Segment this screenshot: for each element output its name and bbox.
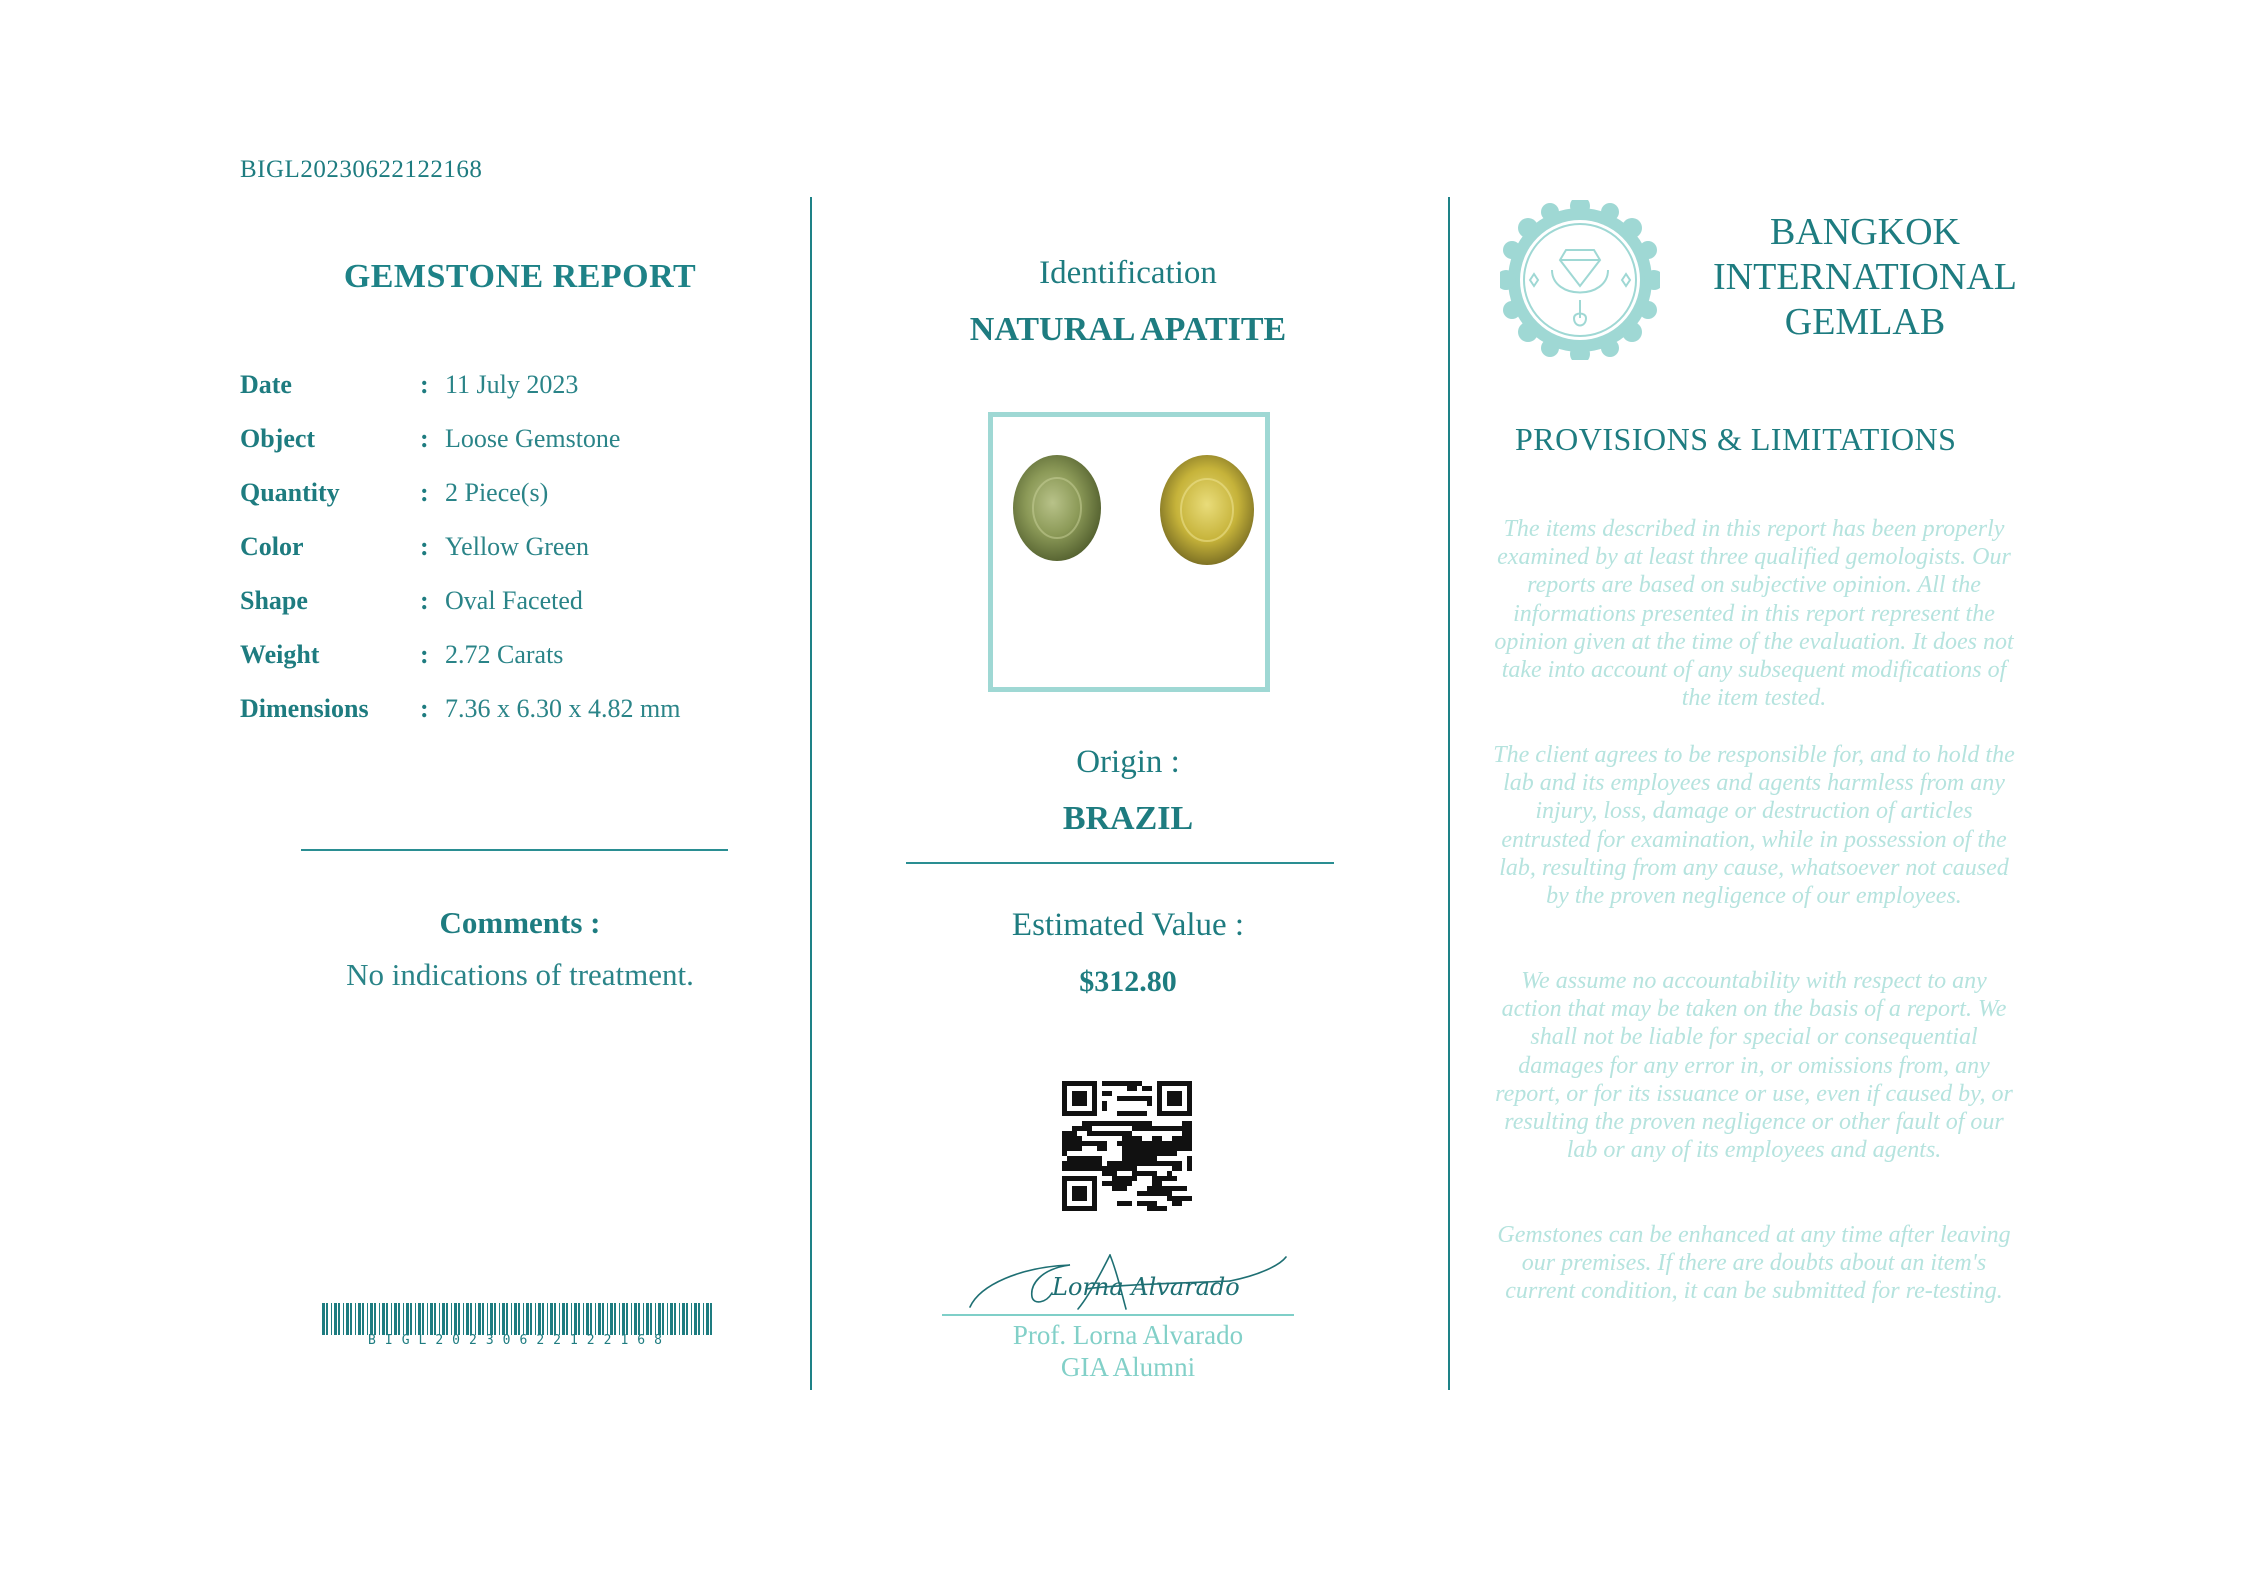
field-label: Date — [240, 370, 292, 399]
field-colon: : — [420, 532, 429, 561]
field-label: Quantity — [240, 478, 340, 507]
field-label: Shape — [240, 586, 308, 615]
column-divider-left — [810, 197, 812, 1390]
report-title: GEMSTONE REPORT — [343, 258, 697, 295]
provisions-paragraph-3: We assume no accountability with respect to any action that may be taken on the basis of a report. We shall not be liable for special or consequential damages for any error in, or omissions from, any report, or for its issuance or use, even if caused by, or resulting the proven negligence or other fault of our lab or any of its employees and agents. — [1495, 968, 2013, 1164]
signature-script: Lorna Alvarado — [1052, 1273, 1240, 1301]
origin-divider — [906, 862, 1334, 864]
gemstone-photo — [993, 417, 1265, 687]
barcode-image — [322, 1303, 717, 1335]
identification-value: NATURAL APATITE — [969, 311, 1287, 348]
signer-title: GIA Alumni — [1060, 1352, 1196, 1382]
gemstone-right — [1160, 455, 1254, 565]
provisions-paragraph-1: The items described in this report has been properly examined by at least three qualified gemologists. Our reports are based on subjective opinion. All the informations presented in this report represent the opinion given at the time of the evaluation. It does not take into account of any subsequent modifications of the item tested. — [1494, 516, 2014, 712]
field-label: Dimensions — [240, 694, 369, 723]
field-label: Color — [240, 532, 304, 561]
origin-value: BRAZIL — [1062, 800, 1194, 837]
field-colon: : — [420, 424, 429, 453]
signature-line — [942, 1314, 1294, 1316]
field-label: Object — [240, 424, 316, 453]
estimated-value-heading: Estimated Value : — [1011, 907, 1245, 943]
field-value: 11 July 2023 — [445, 370, 579, 399]
report-serial-number: BIGL20230622122168 — [240, 156, 483, 183]
field-value: Yellow Green — [445, 532, 589, 561]
lab-seal-logo — [1500, 200, 1660, 360]
field-value: Oval Faceted — [445, 586, 583, 615]
provisions-paragraph-4: Gemstones can be enhanced at any time after leaving our premises. If there are doubts about an item's current condition, it can be submitted for re-testing. — [1497, 1222, 2011, 1305]
field-colon: : — [420, 640, 429, 669]
field-label: Weight — [240, 640, 320, 669]
column-divider-right — [1448, 197, 1450, 1390]
gemstone-left — [1013, 455, 1101, 561]
origin-heading: Origin : — [1076, 744, 1180, 780]
gemstone-photo-frame — [988, 412, 1270, 692]
field-value: 7.36 x 6.30 x 4.82 mm — [445, 694, 681, 723]
signature-image — [960, 1245, 1290, 1315]
field-value: Loose Gemstone — [445, 424, 621, 453]
provisions-heading: PROVISIONS & LIMITATIONS — [1515, 421, 1957, 457]
provisions-paragraph-2: The client agrees to be responsible for, and to hold the lab and its employees and agents harmless from any injury, loss, damage or destruction of articles entrusted for examination, while in possession of the lab, resulting from any cause, whatsoever not caused by the proven negligence of our employees. — [1493, 742, 2015, 910]
signer-block — [806, 1319, 1450, 1383]
lab-name-line1: BANGKOK — [1770, 211, 1960, 253]
identification-heading: Identification — [1039, 255, 1217, 291]
comments-heading: Comments : — [439, 905, 601, 940]
comments-divider — [301, 849, 728, 851]
comments-text: No indications of treatment. — [346, 957, 694, 992]
field-value: 2 Piece(s) — [445, 478, 549, 507]
qr-code — [1062, 1081, 1192, 1211]
field-colon: : — [420, 370, 429, 399]
estimated-value: $312.80 — [1079, 965, 1177, 998]
lab-name — [1700, 210, 2030, 345]
barcode-text: BIGL20230622122168 — [368, 1333, 671, 1348]
signer-name: Prof. Lorna Alvarado — [1012, 1320, 1244, 1350]
field-colon: : — [420, 586, 429, 615]
field-value: 2.72 Carats — [445, 640, 564, 669]
field-colon: : — [420, 478, 429, 507]
lab-name-line2: INTERNATIONAL — [1713, 256, 2017, 298]
field-colon: : — [420, 694, 429, 723]
lab-name-line3: GEMLAB — [1784, 301, 1946, 343]
